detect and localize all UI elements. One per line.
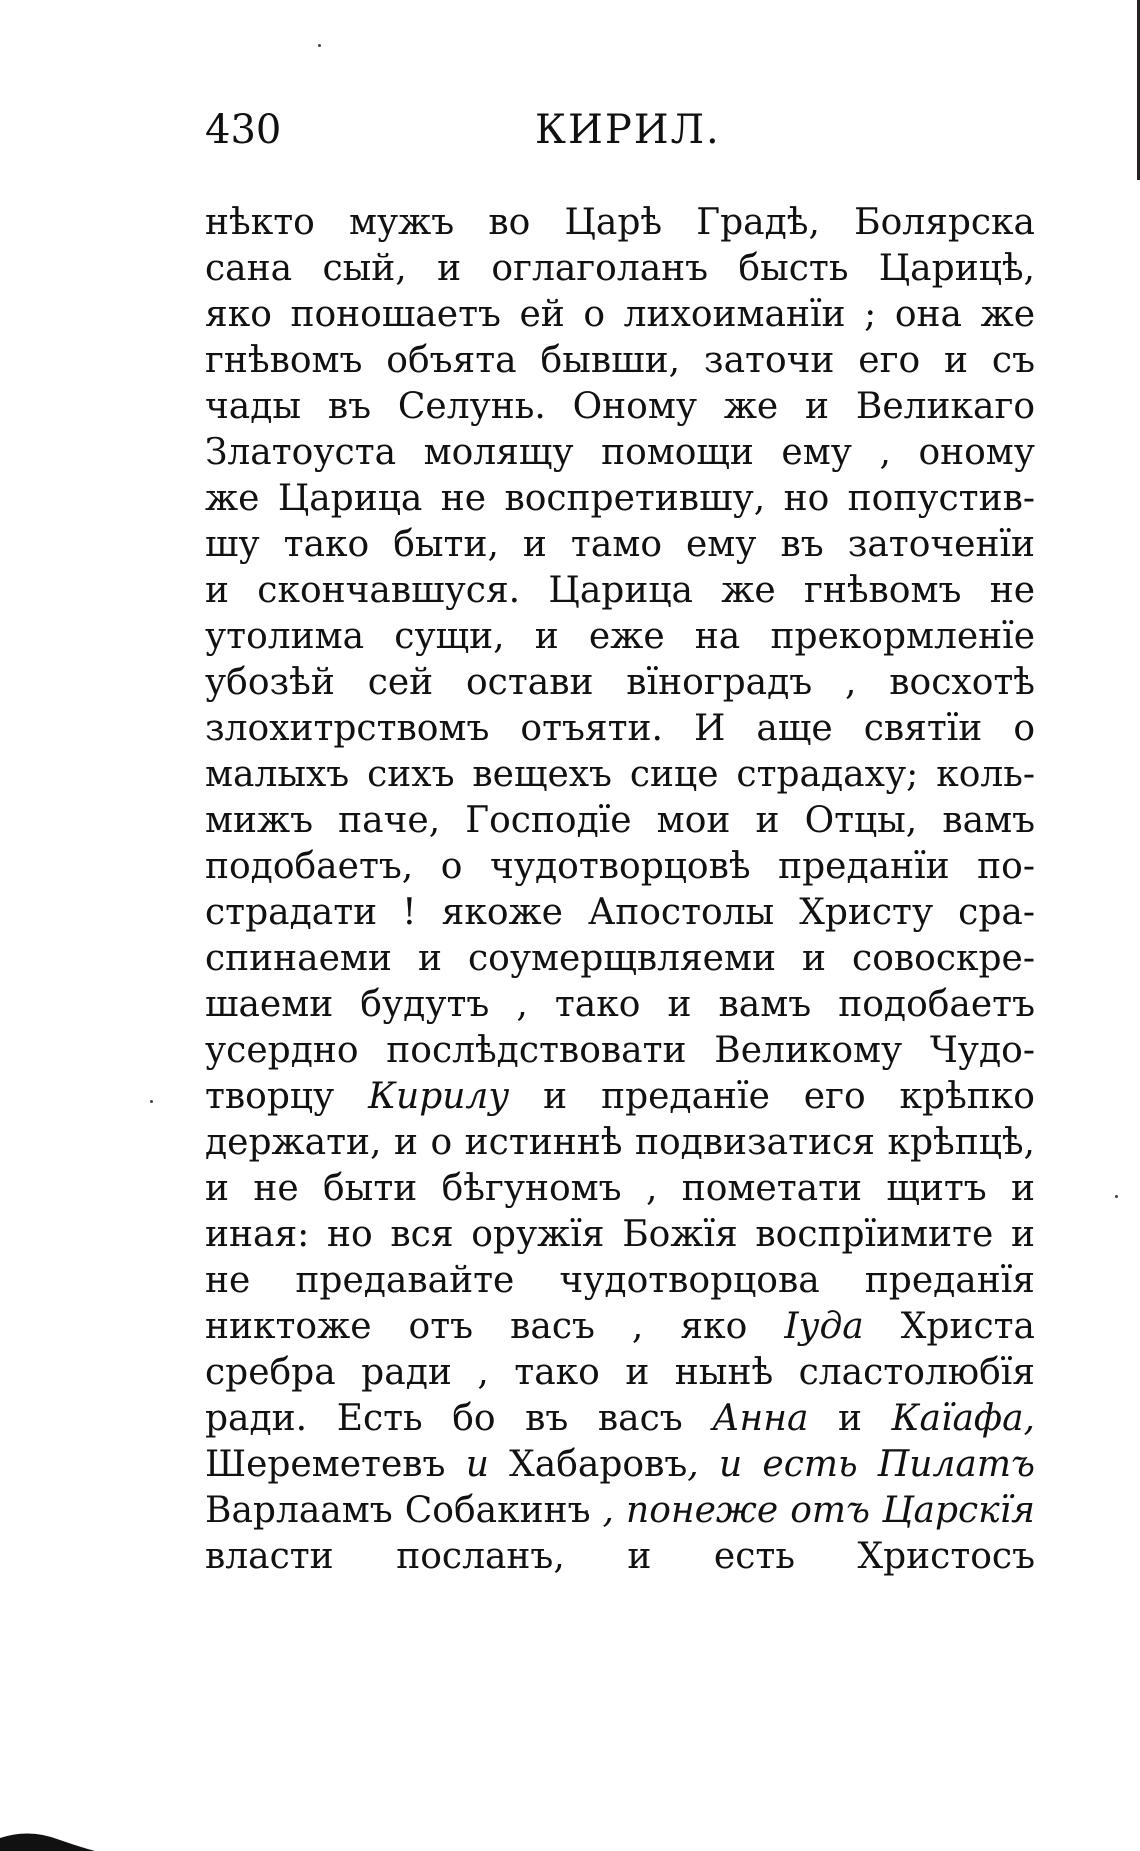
- text-segment: малыхъ сихъ вещехъ сице страдаху; коль-: [205, 754, 1035, 795]
- text-line: [205, 568, 1035, 614]
- text-segment: чады въ Селунь. Оному же и Великаго: [205, 386, 1035, 427]
- text-segment: шу тако быти, и тамо ему въ заточенїи: [205, 524, 1035, 565]
- text-segment: и преданїе его крѣпко: [509, 1076, 1035, 1117]
- text-segment: подобаетъ, о чудотворцовѣ преданїи по-: [205, 846, 1035, 887]
- text-line: [205, 1212, 1035, 1258]
- paper-speck: [150, 1100, 153, 1103]
- text-segment: никтоже отъ васъ , яко: [205, 1306, 785, 1347]
- text-segment: сана сый, и оглаголанъ бысть Царицѣ,: [205, 248, 1035, 289]
- italic-name: и: [445, 1444, 510, 1485]
- text-segment: утолима сущи, и еже на прекормленїе: [205, 616, 1035, 657]
- italic-name: Іуда: [784, 1306, 864, 1347]
- italic-name: , и есть Пилатъ: [687, 1444, 1035, 1485]
- text-line: [205, 1120, 1035, 1166]
- text-line: [205, 1304, 1035, 1350]
- text-line: [205, 1442, 1035, 1488]
- text-line: [205, 936, 1035, 982]
- text-segment: нѣкто мужъ во Царѣ Градѣ, Болярска: [205, 202, 1035, 243]
- text-segment: и скончавшуся. Царица же гнѣвомъ не: [205, 570, 1035, 611]
- text-segment: же Царица не воспретившу, но попустив-: [205, 478, 1035, 519]
- text-segment: творцу: [205, 1076, 369, 1117]
- body-text: [205, 200, 1035, 1580]
- text-segment: не предавайте чудотворцова преданїя: [205, 1260, 1035, 1301]
- text-line: [205, 522, 1035, 568]
- text-segment: Христа: [863, 1306, 1035, 1347]
- text-line: [205, 982, 1035, 1028]
- text-line: [205, 1488, 1035, 1534]
- running-title: КИРИЛ.: [535, 107, 721, 153]
- paper-speck: [318, 44, 321, 47]
- text-line: [205, 706, 1035, 752]
- italic-name: , понеже отъ Царскїя: [590, 1490, 1035, 1531]
- text-line: [205, 844, 1035, 890]
- italic-name: Анна: [712, 1398, 809, 1439]
- text-line: [205, 660, 1035, 706]
- page-header: [205, 100, 1035, 160]
- text-segment: Хабаровъ: [509, 1444, 688, 1485]
- text-segment: власти посланъ, и есть Христосъ: [205, 1536, 1035, 1577]
- text-line: [205, 1074, 1035, 1120]
- text-segment: и: [808, 1398, 892, 1439]
- text-line: [205, 338, 1035, 384]
- text-line: [205, 890, 1035, 936]
- text-line: [205, 246, 1035, 292]
- text-line: [205, 614, 1035, 660]
- text-segment: сребра ради , тако и нынѣ сластолюбїя: [205, 1352, 1035, 1393]
- text-segment: яко поношаетъ ей о лихоиманїи ; она же: [205, 294, 1035, 335]
- text-line: [205, 1396, 1035, 1442]
- text-line: [205, 1350, 1035, 1396]
- paper-speck: [1115, 1195, 1118, 1198]
- text-segment: страдати ! якоже Апостолы Христу сра-: [205, 892, 1035, 933]
- text-line: [205, 384, 1035, 430]
- text-segment: спинаеми и соумерщвляеми и совоскре-: [205, 938, 1035, 979]
- text-line: [205, 752, 1035, 798]
- italic-name: Каїафа,: [891, 1398, 1035, 1439]
- text-segment: гнѣвомъ объята бывши, заточи его и съ: [205, 340, 1035, 381]
- text-line: [205, 200, 1035, 246]
- text-segment: держати, и о истиннѣ подвизатися крѣпцѣ,: [205, 1122, 1035, 1163]
- text-line: [205, 798, 1035, 844]
- text-segment: шаеми будутъ , тако и вамъ подобаетъ: [205, 984, 1035, 1025]
- text-line: [205, 1166, 1035, 1212]
- text-segment: Златоуста молящу помощи ему , оному: [205, 432, 1035, 473]
- text-line: [205, 292, 1035, 338]
- text-segment: и не быти бѣгуномъ , пометати щитъ и: [205, 1168, 1035, 1209]
- text-line: [205, 1258, 1035, 1304]
- text-segment: Варлаамъ Собакинъ: [205, 1490, 591, 1531]
- text-segment: убозѣй сей остави вїноградъ , восхотѣ: [205, 662, 1035, 703]
- page-number: 430: [205, 107, 282, 153]
- text-segment: ради. Есть бо въ васъ: [205, 1398, 713, 1439]
- text-line: [205, 476, 1035, 522]
- italic-name: Кирилу: [368, 1076, 510, 1117]
- text-segment: злохитрствомъ отъяти. И аще святїи о: [205, 708, 1035, 749]
- text-segment: Шереметевъ: [205, 1444, 446, 1485]
- text-segment: усердно послѣдствовати Великому Чудо-: [205, 1030, 1035, 1071]
- text-line: [205, 1534, 1035, 1580]
- ornament-mark-icon: [0, 1820, 95, 1851]
- text-line: [205, 430, 1035, 476]
- text-segment: мижъ паче, Господїе мои и Отцы, вамъ: [205, 800, 1035, 841]
- text-line: [205, 1028, 1035, 1074]
- text-segment: иная: но вся оружїя Божїя воспрїимите и: [205, 1214, 1035, 1255]
